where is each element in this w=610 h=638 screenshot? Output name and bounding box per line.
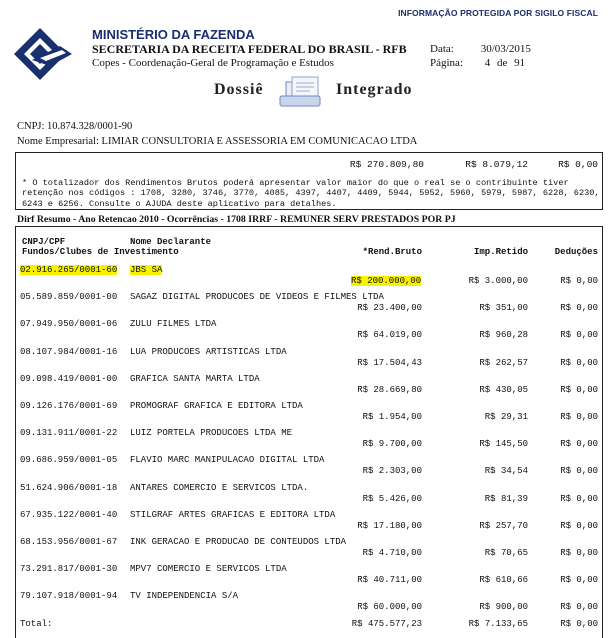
total-imp: R$ 7.133,65	[468, 619, 528, 629]
title-integrado: Integrado	[336, 81, 413, 98]
row-name: ANTARES COMERCIO E SERVICOS LTDA.	[130, 482, 309, 493]
row-name: LUA PRODUCOES ARTISTICAS LTDA	[130, 346, 287, 357]
col-header-name: Nome Declarante	[130, 237, 212, 247]
row-name: MPV7 COMERCIO E SERVICOS LTDA	[130, 564, 287, 575]
row-cnpj: 51.624.906/0001-18	[20, 482, 118, 493]
row-name: PROMOGRAF GRAFICA E EDITORA LTDA	[130, 401, 303, 411]
row-cnpj: 09.131.911/0001-22	[20, 428, 118, 439]
row-imp: R$ 960,28	[479, 330, 528, 341]
summary-total-ded: R$ 0,00	[558, 159, 598, 170]
date-value: 30/03/2015	[480, 43, 531, 55]
row-imp: R$ 34,54	[484, 466, 528, 477]
row-ded: R$ 0,00	[560, 330, 598, 341]
row-name: INK GERACAO E PRODUCAO DE CONTEUDOS LTDA	[130, 537, 347, 547]
row-cnpj: 09.686.959/0001-05	[20, 455, 118, 466]
row-cnpj: 09.098.419/0001-00	[20, 373, 118, 384]
page-current: 4	[484, 57, 491, 69]
row-imp: R$ 257,70	[479, 520, 528, 531]
row-cnpj: 07.949.950/0001-06	[20, 319, 118, 330]
row-ded: R$ 0,00	[560, 493, 598, 504]
row-ded: R$ 0,00	[560, 548, 598, 558]
row-rend: R$ 1.954,00	[362, 412, 422, 422]
row-cnpj: 68.153.956/0001-67	[20, 537, 118, 547]
row-imp: R$ 430,05	[479, 384, 528, 395]
row-name: TV INDEPENDENCIA S/A	[130, 591, 239, 602]
row-cnpj: 79.107.918/0001-94	[20, 591, 118, 602]
retention-table	[15, 226, 603, 638]
row-rend: R$ 60.000,00	[357, 602, 422, 613]
row-name: ZULU FILMES LTDA	[130, 319, 217, 330]
row-ded: R$ 0,00	[560, 276, 598, 286]
row-rend: R$ 40.711,00	[357, 575, 422, 586]
ministry-name: MINISTÉRIO DA FAZENDA	[92, 27, 255, 42]
row-cnpj: 08.107.984/0001-16	[20, 346, 118, 357]
row-rend: R$ 5.426,00	[362, 493, 422, 504]
row-ded: R$ 0,00	[560, 303, 598, 314]
col-header-funds: Fundos/Clubes de Investimento	[22, 247, 179, 257]
row-name: LUIZ PORTELA PRODUCOES LTDA ME	[130, 428, 293, 439]
row-ded: R$ 0,00	[560, 412, 598, 422]
row-cnpj: 67.935.122/0001-40	[20, 509, 118, 520]
row-cnpj: 02.916.265/0001-60	[20, 265, 118, 275]
secretariat-name: SECRETARIA DA RECEITA FEDERAL DO BRASIL - RFB	[92, 42, 407, 56]
total-rend: R$ 475.577,23	[351, 619, 422, 629]
page-line	[430, 57, 525, 69]
row-imp: R$ 81,39	[484, 493, 528, 504]
row-imp: R$ 70,65	[484, 548, 528, 558]
date-line	[430, 43, 531, 55]
row-rend: R$ 200.000,00	[351, 276, 422, 286]
row-rend: R$ 2.303,00	[362, 466, 422, 477]
row-rend: R$ 23.400,00	[357, 303, 422, 314]
row-rend: R$ 28.669,80	[357, 384, 422, 395]
col-header-imp: Imp.Retido	[473, 247, 528, 257]
summary-note: * O totalizador dos Rendimentos Brutos poderá apresentar valor maior do que o real se o contribuinte tiver retenção nos códigos : 1708, 3280, 3746, 3770, 4085, 4397, 4407, 4409, 5944, 5952, 5960, 5979, 5987, 6228, 6230, 6243 e 6256. Consulte o AJUDA deste aplicativo para detalhes.	[22, 178, 600, 209]
row-imp: R$ 262,57	[479, 357, 528, 368]
total-label: Total:	[20, 619, 53, 629]
section-title: Dirf Resumo - Ano Retencao 2010 - Ocorrências - 1708 IRRF - REMUNER SERV PRESTADOS POR PJ	[17, 214, 456, 225]
row-ded: R$ 0,00	[560, 439, 598, 450]
row-imp: R$ 351,00	[479, 303, 528, 314]
confidential-notice: INFORMAÇÃO PROTEGIDA POR SIGILO FISCAL	[398, 8, 598, 18]
row-name: SAGAZ DIGITAL PRODUCOES DE VIDEOS E FILMES LTDA	[130, 292, 384, 303]
taxpayer-name: Nome Empresarial: LIMIAR CONSULTORIA E ASSESSORIA EM COMUNICACAO LTDA	[17, 136, 418, 147]
row-name: FLAVIO MARC MANIPULACAO DIGITAL LTDA	[130, 455, 325, 466]
col-header-ded: Deduções	[554, 247, 598, 257]
row-rend: R$ 4.710,00	[362, 548, 422, 558]
row-cnpj: 09.126.176/0001-69	[20, 401, 118, 411]
row-name: STILGRAF ARTES GRAFICAS E EDITORA LTDA	[130, 509, 336, 520]
col-header-cnpj: CNPJ/CPF	[22, 237, 66, 247]
page-total: 91	[514, 57, 526, 69]
row-rend: R$ 17.180,00	[357, 520, 422, 531]
row-imp: R$ 145,50	[479, 439, 528, 450]
row-imp: R$ 610,66	[479, 575, 528, 586]
row-ded: R$ 0,00	[560, 520, 598, 531]
page-of: de	[497, 57, 508, 69]
row-ded: R$ 0,00	[560, 384, 598, 395]
row-ded: R$ 0,00	[560, 575, 598, 586]
row-imp: R$ 3.000,00	[468, 276, 528, 286]
row-rend: R$ 9.700,00	[362, 439, 422, 450]
date-label: Data:	[430, 43, 454, 55]
row-ded: R$ 0,00	[560, 466, 598, 477]
summary-box	[15, 152, 603, 210]
row-name: GRAFICA SANTA MARTA LTDA	[130, 373, 260, 384]
department-name: Copes - Coordenação-Geral de Programação e Estudos	[92, 57, 334, 69]
summary-total-rend: R$ 270.809,80	[349, 159, 424, 170]
row-ded: R$ 0,00	[560, 357, 598, 368]
row-rend: R$ 17.504,43	[357, 357, 422, 368]
row-name: JBS SA	[130, 265, 163, 275]
col-header-rend: *Rend.Bruto	[362, 247, 422, 257]
receita-federal-logo-icon	[10, 24, 82, 82]
row-rend: R$ 64.019,00	[357, 330, 422, 341]
total-ded: R$ 0,00	[560, 619, 598, 629]
row-imp: R$ 29,31	[484, 412, 528, 422]
row-ded: R$ 0,00	[560, 602, 598, 613]
title-dossie: Dossiê	[214, 81, 264, 98]
row-cnpj: 73.291.817/0001-30	[20, 564, 118, 575]
page-label: Página:	[430, 57, 463, 69]
summary-total-imp: R$ 8.079,12	[465, 159, 528, 170]
row-imp: R$ 900,00	[479, 602, 528, 613]
dossier-folder-icon	[278, 74, 330, 108]
row-cnpj: 05.589.859/0001-00	[20, 292, 118, 303]
taxpayer-cnpj: CNPJ: 10.874.328/0001-90	[17, 121, 133, 132]
